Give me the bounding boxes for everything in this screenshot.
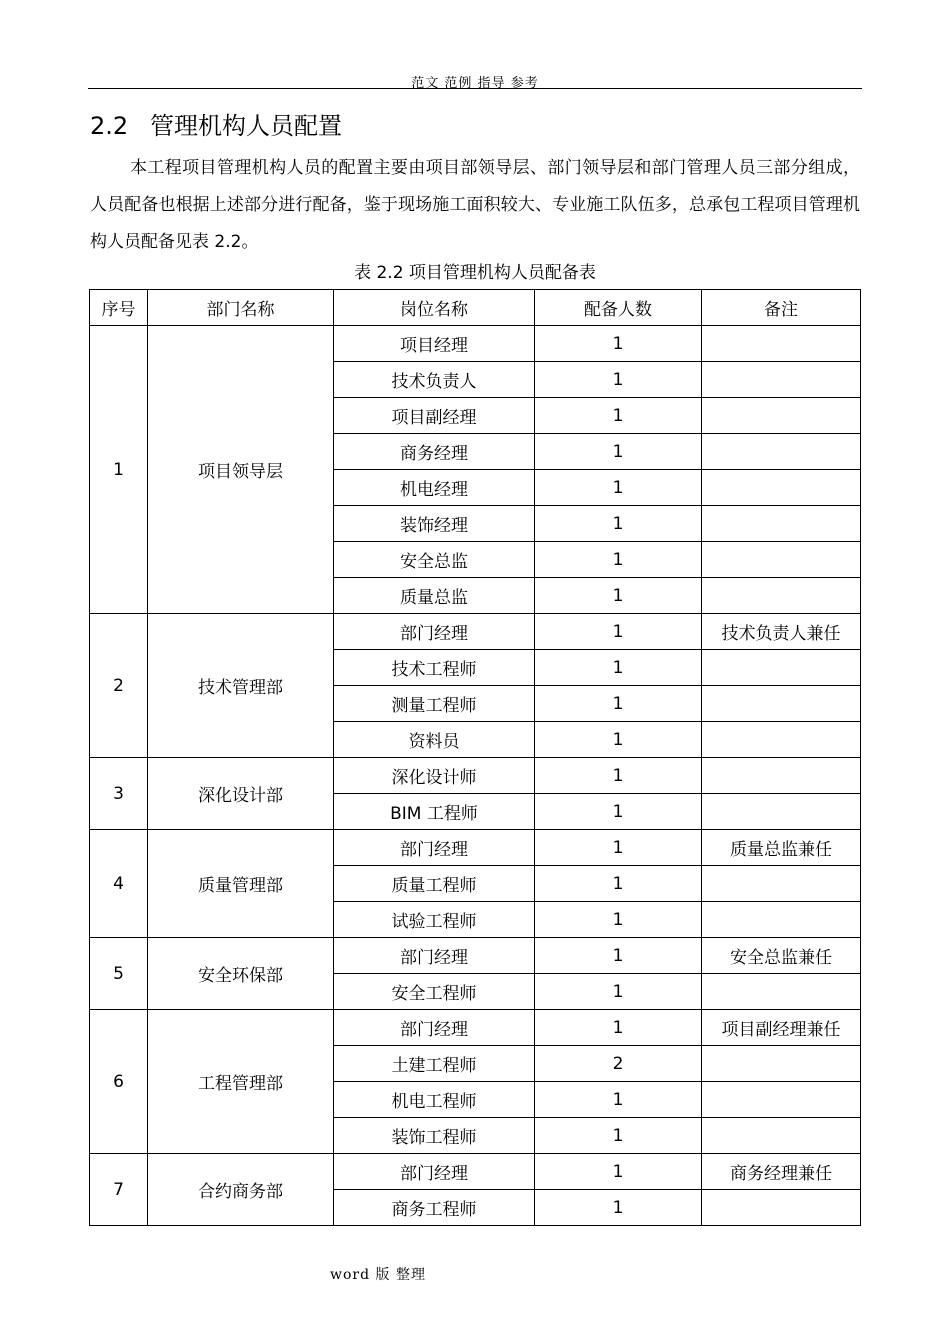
note-cell <box>702 326 861 362</box>
header-cell: 岗位名称 <box>334 290 535 326</box>
count-cell: 1 <box>535 326 702 362</box>
note-cell: 项目副经理兼任 <box>702 1010 861 1046</box>
staff-table <box>89 289 861 1226</box>
note-cell: 安全总监兼任 <box>702 938 861 974</box>
table-row <box>90 938 861 974</box>
count-cell: 1 <box>535 1118 702 1154</box>
note-cell <box>702 866 861 902</box>
table-row <box>90 758 861 794</box>
post-cell: 机电经理 <box>334 470 535 506</box>
header-cell: 备注 <box>702 290 861 326</box>
table-row <box>90 830 861 866</box>
note-cell <box>702 398 861 434</box>
table-caption: 表 2.2 项目管理机构人员配备表 <box>354 263 596 283</box>
count-cell: 1 <box>535 902 702 938</box>
section-heading <box>90 106 342 141</box>
note-cell <box>702 578 861 614</box>
post-cell: BIM 工程师 <box>334 794 535 830</box>
table-body <box>90 326 861 1226</box>
count-cell: 1 <box>535 722 702 758</box>
post-cell: 资料员 <box>334 722 535 758</box>
note-cell <box>702 722 861 758</box>
post-cell: 商务经理 <box>334 434 535 470</box>
count-cell: 1 <box>535 1082 702 1118</box>
note-cell <box>702 506 861 542</box>
dept-cell: 技术管理部 <box>148 614 334 758</box>
post-cell: 土建工程师 <box>334 1046 535 1082</box>
section-title: 管理机构人员配置 <box>150 112 342 140</box>
note-cell: 技术负责人兼任 <box>702 614 861 650</box>
seq-cell: 2 <box>90 614 148 758</box>
count-cell: 2 <box>535 1046 702 1082</box>
header-cell: 部门名称 <box>148 290 334 326</box>
note-cell <box>702 1190 861 1226</box>
count-cell: 1 <box>535 470 702 506</box>
post-cell: 项目副经理 <box>334 398 535 434</box>
count-cell: 1 <box>535 794 702 830</box>
post-cell: 部门经理 <box>334 830 535 866</box>
post-cell: 深化设计师 <box>334 758 535 794</box>
page-footer: word 版 整理 <box>330 1267 426 1283</box>
post-cell: 质量工程师 <box>334 866 535 902</box>
note-cell <box>702 686 861 722</box>
dept-cell: 项目领导层 <box>148 326 334 614</box>
count-cell: 1 <box>535 1010 702 1046</box>
post-cell: 装饰工程师 <box>334 1118 535 1154</box>
count-cell: 1 <box>535 362 702 398</box>
note-cell <box>702 470 861 506</box>
count-cell: 1 <box>535 398 702 434</box>
post-cell: 部门经理 <box>334 1154 535 1190</box>
post-cell: 机电工程师 <box>334 1082 535 1118</box>
count-cell: 1 <box>535 1154 702 1190</box>
section-number: 2.2 <box>90 112 129 140</box>
count-cell: 1 <box>535 758 702 794</box>
note-cell <box>702 362 861 398</box>
count-cell: 1 <box>535 542 702 578</box>
seq-cell: 4 <box>90 830 148 938</box>
count-cell: 1 <box>535 1190 702 1226</box>
note-cell <box>702 434 861 470</box>
count-cell: 1 <box>535 686 702 722</box>
count-cell: 1 <box>535 866 702 902</box>
note-cell <box>702 542 861 578</box>
note-cell <box>702 794 861 830</box>
count-cell: 1 <box>535 434 702 470</box>
post-cell: 质量总监 <box>334 578 535 614</box>
seq-cell: 7 <box>90 1154 148 1226</box>
note-cell: 商务经理兼任 <box>702 1154 861 1190</box>
note-cell <box>702 1046 861 1082</box>
seq-cell: 1 <box>90 326 148 614</box>
count-cell: 1 <box>535 614 702 650</box>
count-cell: 1 <box>535 506 702 542</box>
table-row <box>90 1010 861 1046</box>
body-paragraph: 本工程项目管理机构人员的配置主要由项目部领导层、部门领导层和部门管理人员三部分组成，人员配备也根据上述部分进行配备，鉴于现场施工面积较大、专业施工队伍多，总承包工程项目管理机构人员配备见表 2.2。 <box>90 158 860 252</box>
page-header: 范文 范例 指导 参考 <box>411 76 539 91</box>
post-cell: 安全工程师 <box>334 974 535 1010</box>
table-header-row <box>90 290 861 326</box>
table-row <box>90 614 861 650</box>
seq-cell: 3 <box>90 758 148 830</box>
note-cell: 质量总监兼任 <box>702 830 861 866</box>
count-cell: 1 <box>535 830 702 866</box>
post-cell: 装饰经理 <box>334 506 535 542</box>
post-cell: 技术工程师 <box>334 650 535 686</box>
post-cell: 商务工程师 <box>334 1190 535 1226</box>
post-cell: 测量工程师 <box>334 686 535 722</box>
post-cell: 部门经理 <box>334 1010 535 1046</box>
note-cell <box>702 1082 861 1118</box>
dept-cell: 合约商务部 <box>148 1154 334 1226</box>
dept-cell: 深化设计部 <box>148 758 334 830</box>
dept-cell: 质量管理部 <box>148 830 334 938</box>
header-cell: 配备人数 <box>535 290 702 326</box>
post-cell: 部门经理 <box>334 614 535 650</box>
dept-cell: 工程管理部 <box>148 1010 334 1154</box>
post-cell: 技术负责人 <box>334 362 535 398</box>
header-cell: 序号 <box>90 290 148 326</box>
post-cell: 部门经理 <box>334 938 535 974</box>
count-cell: 1 <box>535 578 702 614</box>
seq-cell: 6 <box>90 1010 148 1154</box>
count-cell: 1 <box>535 974 702 1010</box>
post-cell: 试验工程师 <box>334 902 535 938</box>
post-cell: 安全总监 <box>334 542 535 578</box>
note-cell <box>702 1118 861 1154</box>
count-cell: 1 <box>535 938 702 974</box>
note-cell <box>702 902 861 938</box>
count-cell: 1 <box>535 650 702 686</box>
post-cell: 项目经理 <box>334 326 535 362</box>
note-cell <box>702 650 861 686</box>
dept-cell: 安全环保部 <box>148 938 334 1010</box>
note-cell <box>702 758 861 794</box>
header-divider <box>88 88 862 89</box>
table-row <box>90 326 861 362</box>
note-cell <box>702 974 861 1010</box>
seq-cell: 5 <box>90 938 148 1010</box>
table-row <box>90 1154 861 1190</box>
